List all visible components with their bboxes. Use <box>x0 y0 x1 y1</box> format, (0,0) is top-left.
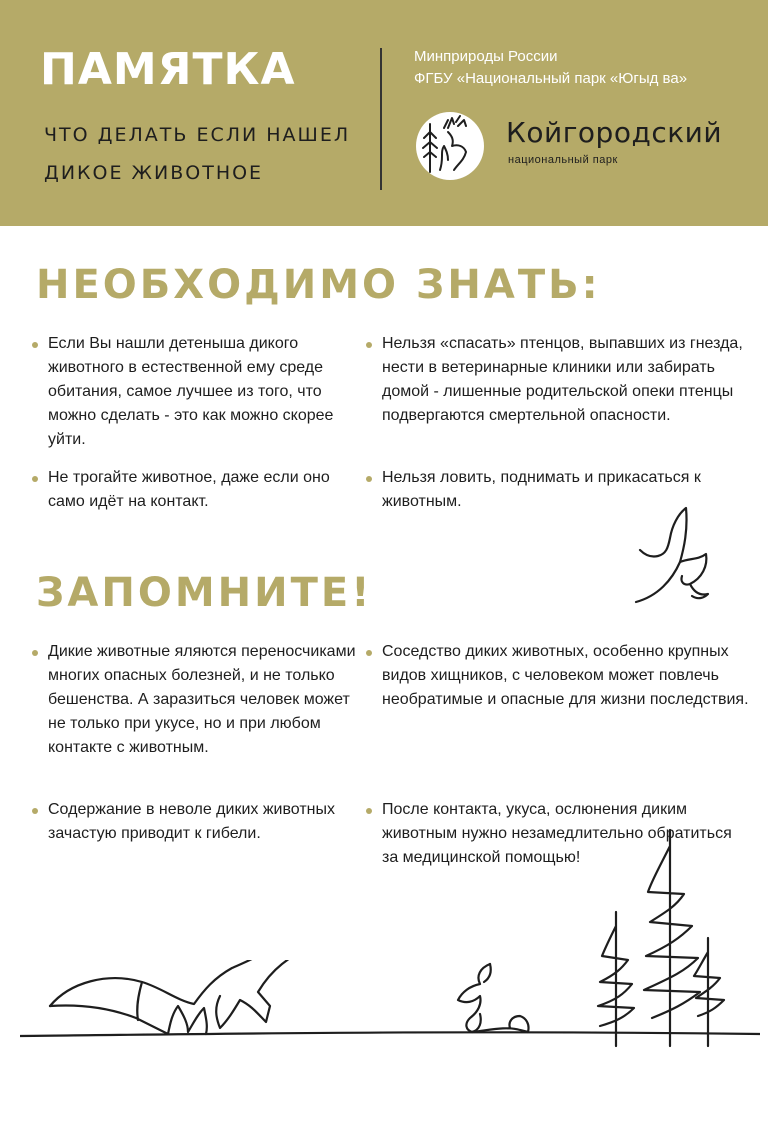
page-title: ПАМЯТКА <box>40 44 296 95</box>
list-item: Нельзя «спасать» птенцов, выпавших из гнезда, нести в ветеринарные клиники или забирать домой - лишенные родительской опеки птенцы подвергаются смертельной опасности. <box>366 332 752 428</box>
bird-line-icon <box>628 500 718 610</box>
organization-info <box>414 46 687 90</box>
list-item: Нельзя ловить, поднимать и прикасаться к животным. <box>366 466 752 514</box>
list-item: Соседство диких животных, особенно крупных видов хищников, с человеком может повлечь необратимые и опасные для жизни последствия. <box>366 640 752 712</box>
list-item: Дикие животные яляются переносчиками многих опасных болезней, и не только бешенства. А заразиться человек может не только при укусе, но и при любом контакте с животным. <box>32 640 368 760</box>
park-subtitle: национальный парк <box>508 154 618 166</box>
header-banner <box>0 0 768 226</box>
park-name: Койгородский <box>506 116 723 149</box>
list-item: Не трогайте животное, даже если оно само идёт на контакт. <box>32 466 368 514</box>
deer-forest-logo-icon <box>414 110 486 182</box>
list-item: После контакта, укуса, ослюнения диким животным нужно незамедлительно обратиться за медицинской помощью! <box>366 798 752 870</box>
section-remember-title: ЗАПОМНИТЕ! <box>36 570 373 616</box>
section-need-to-know-title: НЕОБХОДИМО ЗНАТЬ: <box>36 262 601 308</box>
list-item: Если Вы нашли детеныша дикого животного в естественной ему среде обитания, самое лучшее из того, что можно сделать - это как можно скорее уйти. <box>32 332 368 452</box>
org-line-agency: ФГБУ «Национальный парк «Югыд ва» <box>414 70 688 87</box>
org-line-ministry: Минприроды России <box>414 48 558 65</box>
header-divider <box>380 48 382 190</box>
fox-line-icon <box>20 960 760 1060</box>
hare-line-icon <box>450 960 540 1040</box>
list-item: Содержание в неволе диких животных зачастую приводит к гибели. <box>32 798 368 846</box>
page-subtitle: ЧТО ДЕЛАТЬ ЕСЛИ НАШЕЛ ДИКОЕ ЖИВОТНОЕ <box>44 124 351 184</box>
